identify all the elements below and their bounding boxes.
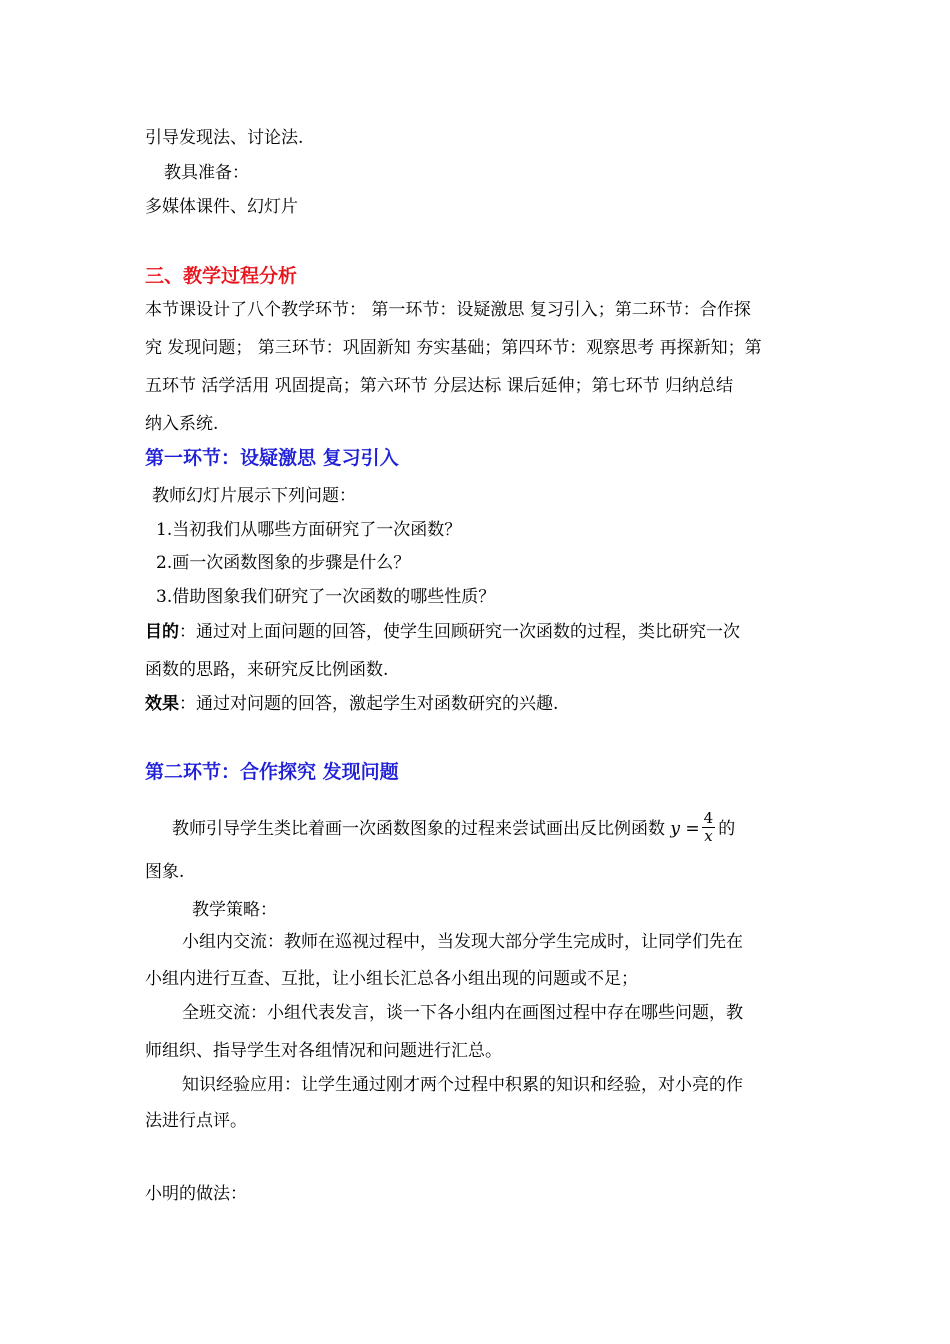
formula-equals: = bbox=[680, 819, 700, 839]
group-exchange-line-2: 小组内进行互查、互批，让小组长汇总各小组出现的问题或不足； bbox=[145, 969, 638, 989]
stage1-lead: 教师幻灯片展示下列问题： bbox=[152, 486, 356, 506]
group-exchange-line: 小组内交流：教师在巡视过程中，当发现大部分学生完成时，让同学们先在 bbox=[182, 932, 743, 952]
stage2-task-suffix: 的 bbox=[718, 819, 736, 839]
fraction-numerator: 4 bbox=[703, 809, 714, 827]
fraction-denominator: x bbox=[704, 827, 713, 845]
stage1-question: 2.画一次函数图象的步骤是什么？ bbox=[156, 553, 411, 573]
knowledge-apply-line: 知识经验应用：让学生通过刚才两个过程中积累的知识和经验，对小亮的作 bbox=[182, 1075, 743, 1095]
tools-label: 教具准备： bbox=[164, 163, 249, 183]
xiaoming-method-label: 小明的做法： bbox=[145, 1184, 247, 1204]
class-exchange-line-2: 师组织、指导学生对各组情况和问题进行汇总。 bbox=[145, 1041, 502, 1061]
section3-intro-line: 五环节 活学活用 巩固提高；第六环节 分层达标 课后延伸；第七环节 归纳总结 bbox=[145, 376, 734, 396]
stage1-question: 3.借助图象我们研究了一次函数的哪些性质？ bbox=[156, 587, 496, 607]
effect-line bbox=[145, 692, 558, 716]
methods-line: 引导发现法、讨论法. bbox=[145, 128, 304, 148]
purpose-label: 目的 bbox=[145, 622, 179, 642]
stage2-task-line bbox=[172, 809, 736, 847]
formula-fraction bbox=[702, 810, 716, 845]
section3-intro-line: 究 发现问题； 第三环节：巩固新知 夯实基础；第四环节：观察思考 再探新知；第 bbox=[145, 338, 762, 358]
purpose-line-2: 函数的思路，来研究反比例函数. bbox=[145, 660, 389, 680]
stage2-heading: 第二环节：合作探究 发现问题 bbox=[145, 761, 399, 783]
stage2-task-text: 教师引导学生类比着画一次函数图象的过程来尝试画出反比例函数 bbox=[172, 819, 665, 839]
stage1-heading: 第一环节：设疑激思 复习引入 bbox=[145, 447, 399, 469]
strategy-label: 教学策略： bbox=[192, 900, 277, 920]
purpose-line bbox=[145, 620, 740, 644]
effect-text: ：通过对问题的回答，激起学生对函数研究的兴趣. bbox=[179, 694, 559, 714]
knowledge-apply-line-2: 法进行点评。 bbox=[145, 1111, 247, 1131]
effect-label: 效果 bbox=[145, 694, 179, 714]
stage1-question: 1.当初我们从哪些方面研究了一次函数？ bbox=[156, 520, 462, 540]
class-exchange-line: 全班交流：小组代表发言，谈一下各小组内在画图过程中存在哪些问题，教 bbox=[182, 1003, 743, 1023]
purpose-text: ：通过对上面问题的回答，使学生回顾研究一次函数的过程，类比研究一次 bbox=[179, 622, 740, 642]
formula-variable: y bbox=[670, 819, 681, 839]
stage2-task-line-2: 图象. bbox=[145, 862, 185, 882]
tools-line: 多媒体课件、幻灯片 bbox=[145, 197, 298, 217]
section3-heading: 三、教学过程分析 bbox=[145, 265, 298, 287]
section3-intro-line: 本节课设计了八个教学环节： 第一环节：设疑激思 复习引入；第二环节：合作探 bbox=[145, 300, 751, 320]
section3-intro-line: 纳入系统. bbox=[145, 414, 219, 434]
